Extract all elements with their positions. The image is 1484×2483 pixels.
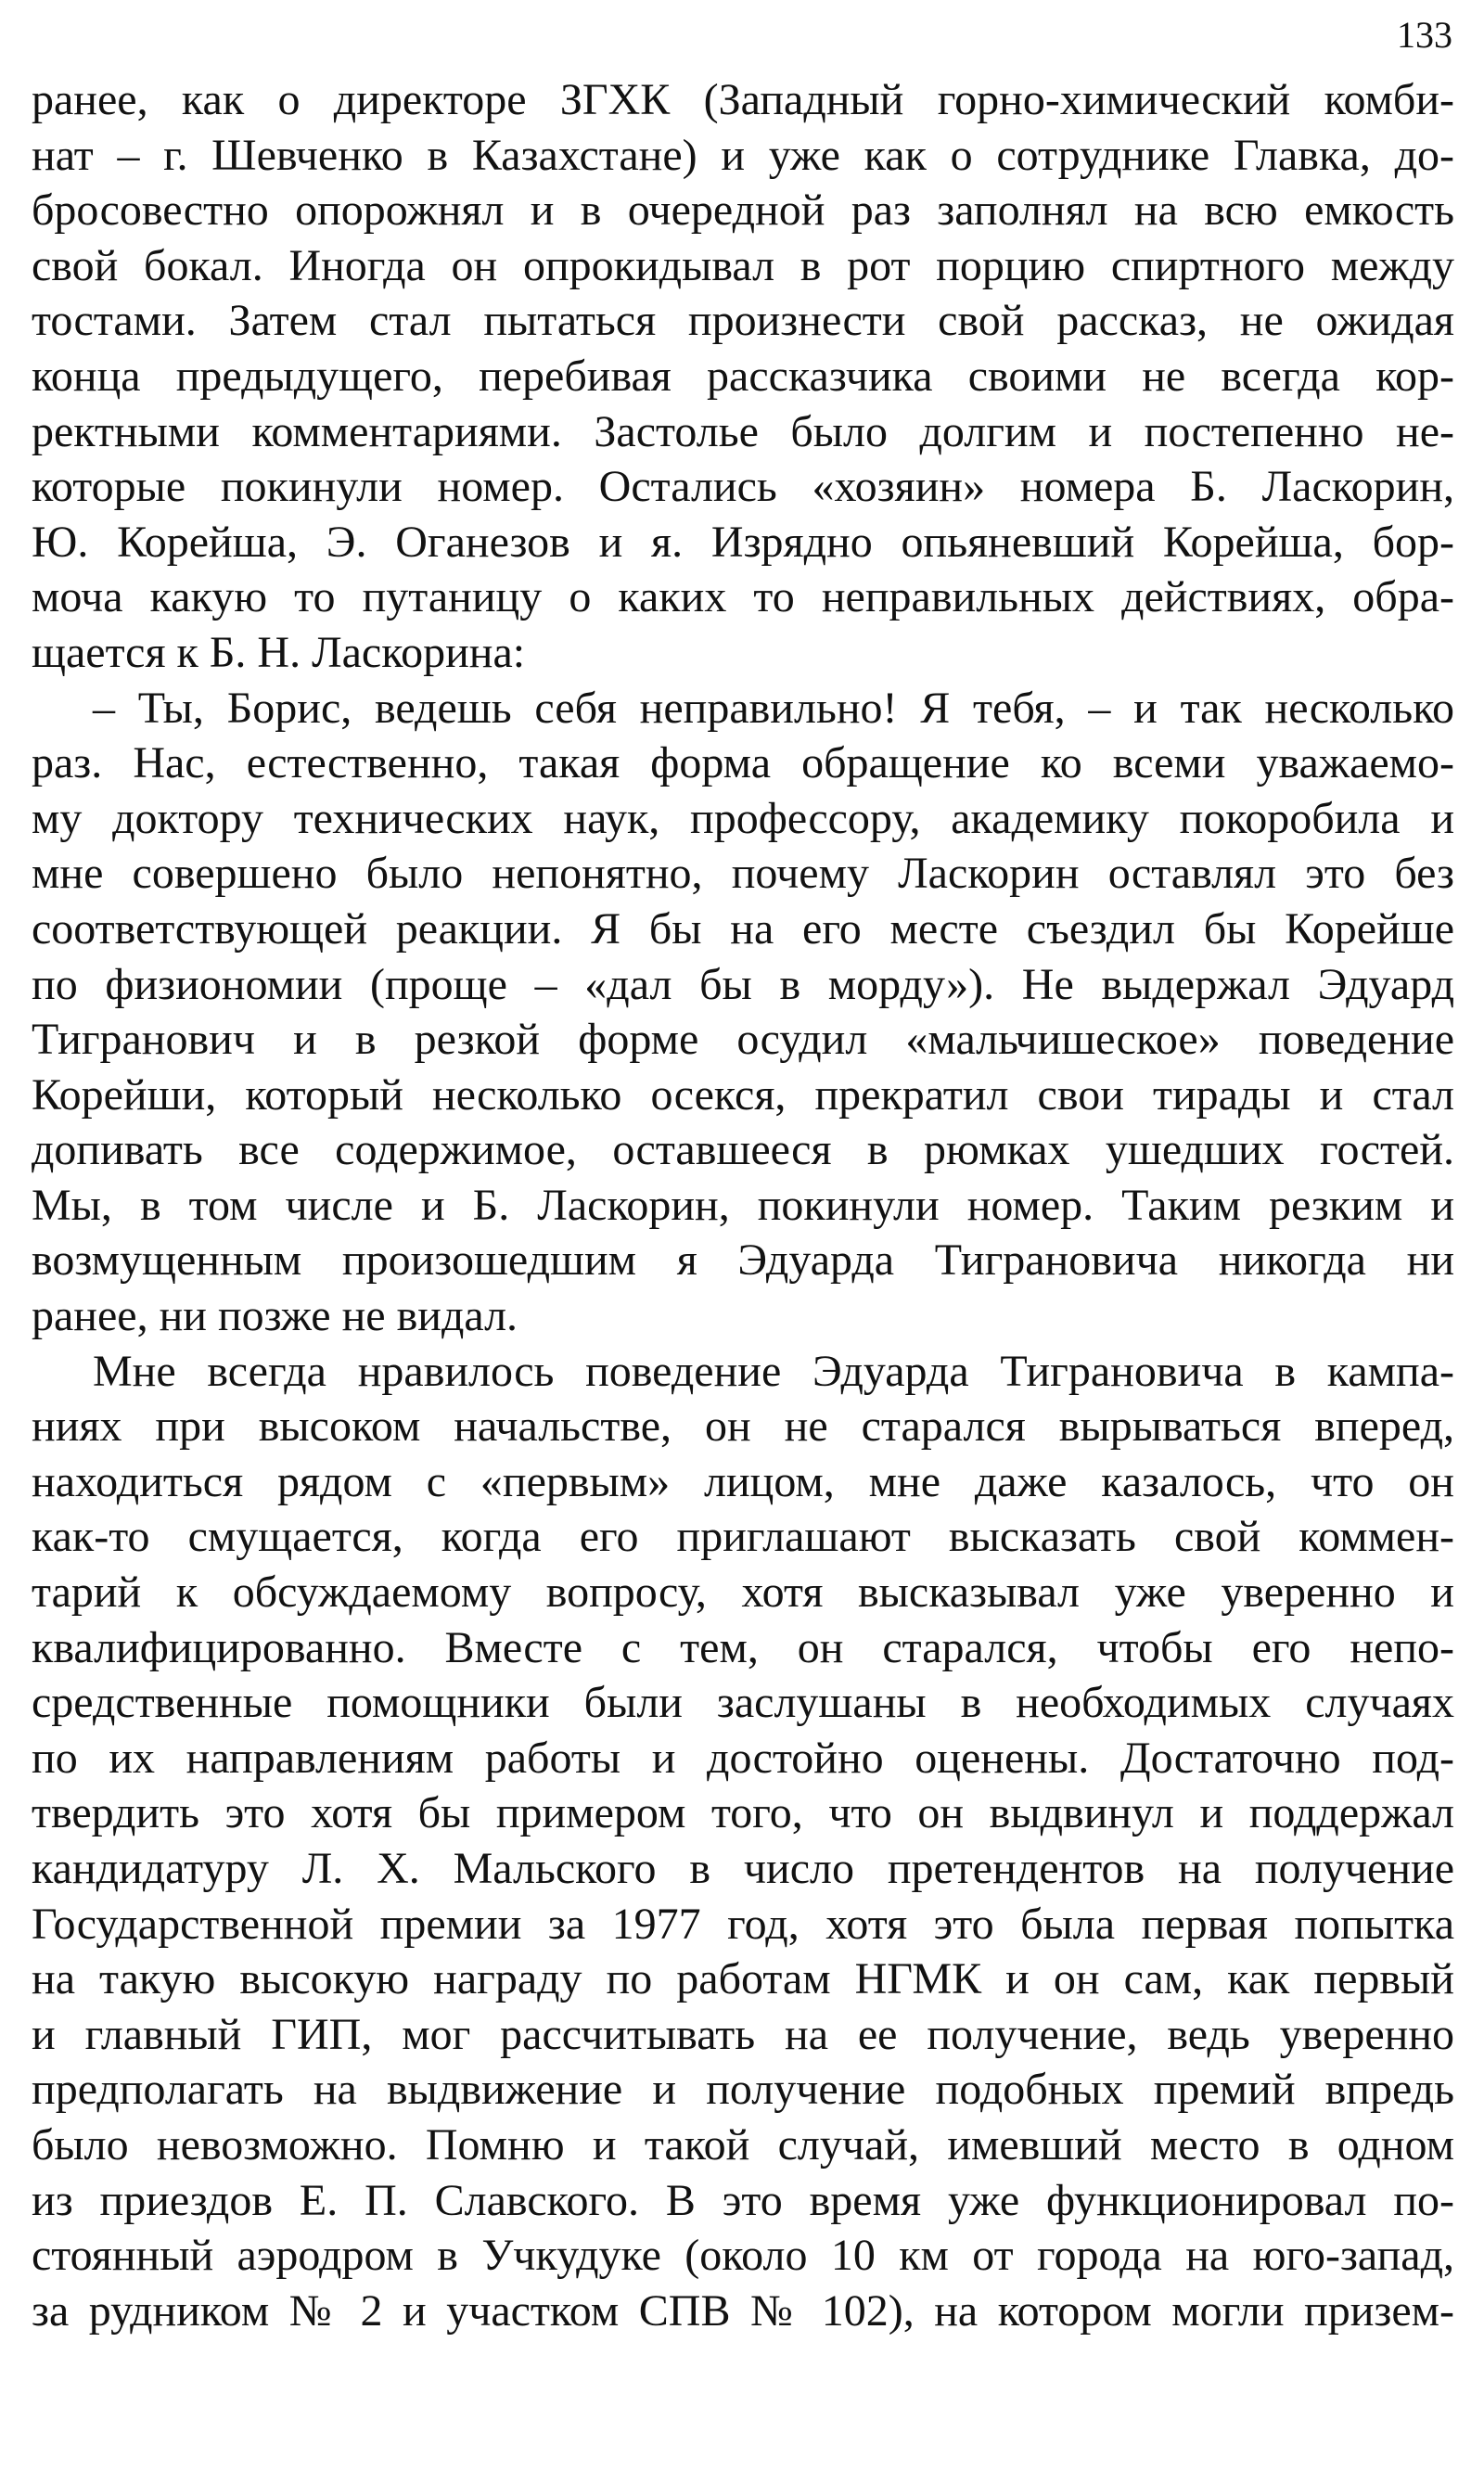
text-line: Корейши, который несколько осекся, прекратил свои тирады и стал — [32, 1069, 1454, 1120]
text-line: средственные помощники были заслушаны в необходимых случаях — [32, 1678, 1454, 1728]
text-line: из приездов Е. П. Славского. В это время уже функционировал по- — [32, 2175, 1454, 2225]
text-line: раз. Нас, естественно, такая форма обращение ко всеми уважаемо- — [32, 738, 1454, 788]
text-line: за рудником № 2 и участком СПВ № 102), на котором могли призем- — [32, 2285, 1454, 2336]
text-line: ранее, как о директоре ЗГХК (Западный горно-химический комби- — [32, 75, 1454, 124]
text-line: твердить это хотя бы примером того, что он выдвинул и поддержал — [32, 1788, 1454, 1838]
text-line: и главный ГИП, мог рассчитывать на ее получение, ведь уверенно — [32, 2009, 1454, 2059]
text-line: тарий к обсуждаемому вопросу, хотя высказывал уже уверенно и — [32, 1568, 1454, 1618]
text-line: допивать все содержимое, оставшееся в рюмках ушедших гостей. — [32, 1125, 1454, 1175]
text-line: по физиономии (проще – «дал бы в морду»). Не выдержал Эдуард — [32, 959, 1454, 1009]
text-line: конца предыдущего, перебивая рассказчика своими не всегда кор- — [32, 351, 1454, 401]
text-line: – Ты, Борис, ведешь себя неправильно! Я тебя, – и так несколько — [93, 683, 1454, 733]
page-number: 133 — [1397, 14, 1452, 56]
text-line: находиться рядом с «первым» лицом, мне даже казалось, что он — [32, 1456, 1454, 1506]
text-line: на такую высокую награду по работам НГМК и он сам, как первый — [32, 1954, 1454, 2004]
body-text — [32, 72, 1454, 2338]
text-line: свой бокал. Иногда он опрокидывал в рот порцию спиртного между — [32, 240, 1454, 290]
text-line: которые покинули номер. Остались «хозяин» номера Б. Ласкорин, — [32, 462, 1454, 512]
text-line: квалифицированно. Вместе с тем, он старался, чтобы его непо- — [32, 1622, 1454, 1672]
text-line: по их направлениям работы и достойно оценены. Достаточно под- — [32, 1733, 1454, 1783]
text-line: нат – г. Шевченко в Казахстане) и уже как о сотруднике Главка, до- — [32, 130, 1454, 180]
text-line: Тигранович и в резкой форме осудил «мальчишеское» поведение — [32, 1015, 1454, 1065]
text-line: Мы, в том числе и Б. Ласкорин, покинули номер. Таким резким и — [32, 1180, 1454, 1230]
text-line: мне совершено было непонятно, почему Ласкорин оставлял это без — [32, 849, 1454, 899]
text-line: ранее, ни позже не видал. — [32, 1291, 518, 1341]
text-line: му доктору технических наук, профессору, академику покоробила и — [32, 793, 1454, 843]
text-line: бросовестно опорожнял и в очередной раз заполнял на всю емкость — [32, 186, 1454, 236]
text-line: возмущенным произошедшим я Эдуарда Тиграновича никогда ни — [32, 1235, 1454, 1286]
text-line: Мне всегда нравилось поведение Эдуарда Тиграновича в кампа- — [93, 1346, 1454, 1396]
text-line: Государственной премии за 1977 год, хотя это была первая попытка — [32, 1899, 1454, 1949]
text-line: моча какую то путаницу о каких то неправильных действиях, обра- — [32, 572, 1454, 622]
text-line: ниях при высоком начальстве, он не старался вырываться вперед, — [32, 1401, 1454, 1452]
text-line: предполагать на выдвижение и получение подобных премий впредь — [32, 2065, 1454, 2115]
text-line: как-то смущается, когда его приглашают высказать свой коммен- — [32, 1512, 1454, 1562]
text-line: стоянный аэродром в Учкудуке (около 10 км от города на юго-запад, — [32, 2231, 1454, 2281]
text-line: ректными комментариями. Застолье было долгим и постепенно не- — [32, 406, 1454, 456]
text-line: кандидатуру Л. Х. Мальского в число претендентов на получение — [32, 1844, 1454, 1893]
text-line: Ю. Корейша, Э. Оганезов и я. Изрядно опьяневший Корейша, бор- — [32, 517, 1454, 567]
text-line: щается к Б. Н. Ласкорина: — [32, 627, 526, 677]
text-line: было невозможно. Помню и такой случай, имевший место в одном — [32, 2119, 1454, 2169]
text-line: тостами. Затем стал пытаться произнести свой рассказ, не ожидая — [32, 296, 1454, 346]
text-line: соответствующей реакции. Я бы на его месте съездил бы Корейше — [32, 903, 1454, 954]
